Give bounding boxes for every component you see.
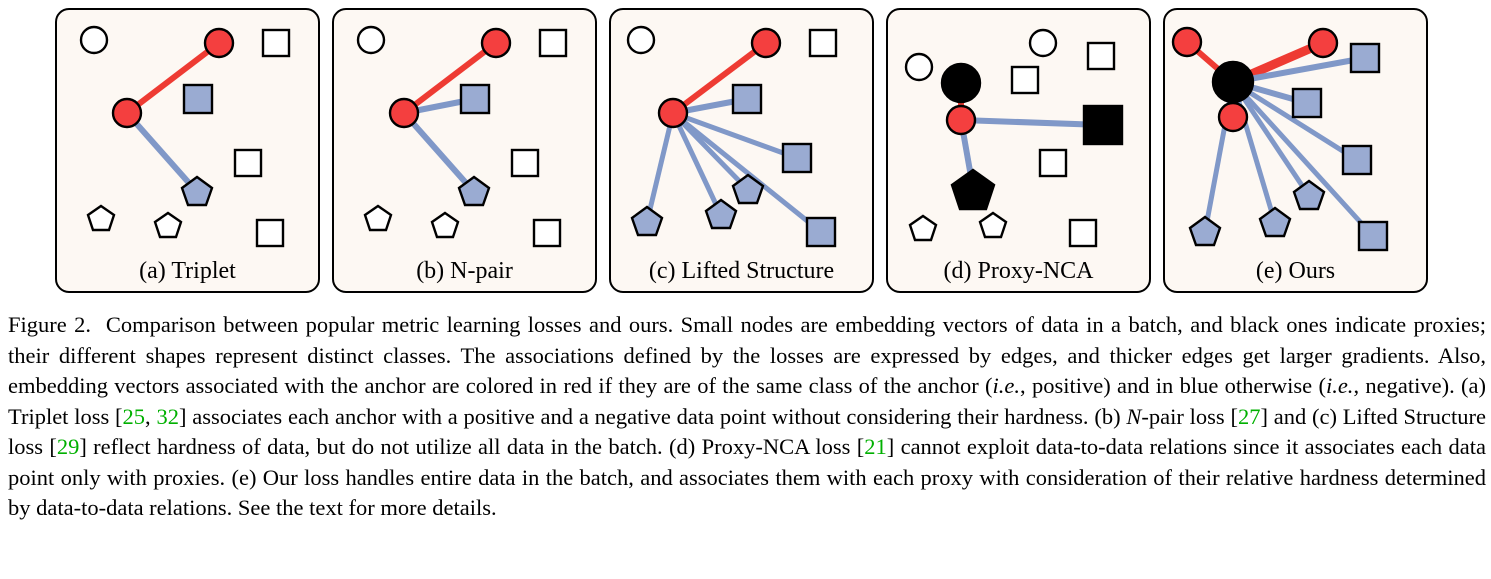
- caption-text-6: -pair loss [: [1141, 403, 1238, 429]
- caption-text-1: Comparison between popular metric learning losses and ours. Small nodes are embedding vectors of data in a batch, and black ones indicate proxies; their different shapes represent distinct classes. The associations defined by the losses are expressed by edges, and thicker edges get larger gradients. Also, embedding vectors associated with the anchor are colored in red if they are of the same class of the anchor (: [8, 312, 1487, 398]
- panel-proxy-nca: [886, 8, 1151, 293]
- caption-text-3: , negative). (a) Triplet loss [: [8, 373, 1486, 429]
- caption-text-2: , positive) and in blue otherwise (: [1020, 373, 1326, 398]
- panel-lifted-structure: [609, 8, 874, 293]
- citation-21[interactable]: 21: [864, 434, 887, 459]
- caption-italic-1: i.e.: [992, 373, 1021, 398]
- caption-text-4: ,: [145, 403, 157, 429]
- figure-caption: [8, 310, 1486, 524]
- caption-text-8: ] reflect hardness of data, but do not utilize all data in the batch. (d) Proxy-NCA loss [: [79, 434, 865, 459]
- citation-25[interactable]: 25: [122, 403, 146, 429]
- panel-label-a: (a) Triplet: [139, 258, 236, 284]
- citation-32[interactable]: 32: [156, 403, 179, 429]
- panel-label-b: (b) N-pair: [416, 258, 513, 284]
- caption-figure-number: Figure 2.: [8, 312, 92, 337]
- citation-27[interactable]: 27: [1237, 403, 1261, 429]
- panel-npair: [332, 8, 597, 293]
- figure-panels: [55, 8, 1440, 293]
- caption-italic-2: i.e.: [1325, 373, 1354, 398]
- caption-italic-3: N: [1126, 403, 1142, 429]
- caption-text-9: ] cannot exploit data-to-data relations since it associates each data point only with proxies. (e) Our loss handles entire data in the batch, and associates them with each proxy with consideration of their relative hardness determined by data-to-data relations. See the text for more details.: [8, 434, 1486, 520]
- panel-triplet: [55, 8, 320, 293]
- panel-label-e: (e) Ours: [1255, 258, 1336, 284]
- caption-text-7: ] and (c) Lifted Structure loss [: [8, 403, 1486, 459]
- caption-text-5: ] associates each anchor with a positive and a negative data point without considering their hardness. (b): [178, 403, 1127, 429]
- panel-ours: [1163, 8, 1428, 293]
- citation-29[interactable]: 29: [56, 434, 80, 459]
- panel-label-c: (c) Lifted Structure: [648, 258, 835, 284]
- panel-label-d: (d) Proxy-NCA: [943, 258, 1094, 284]
